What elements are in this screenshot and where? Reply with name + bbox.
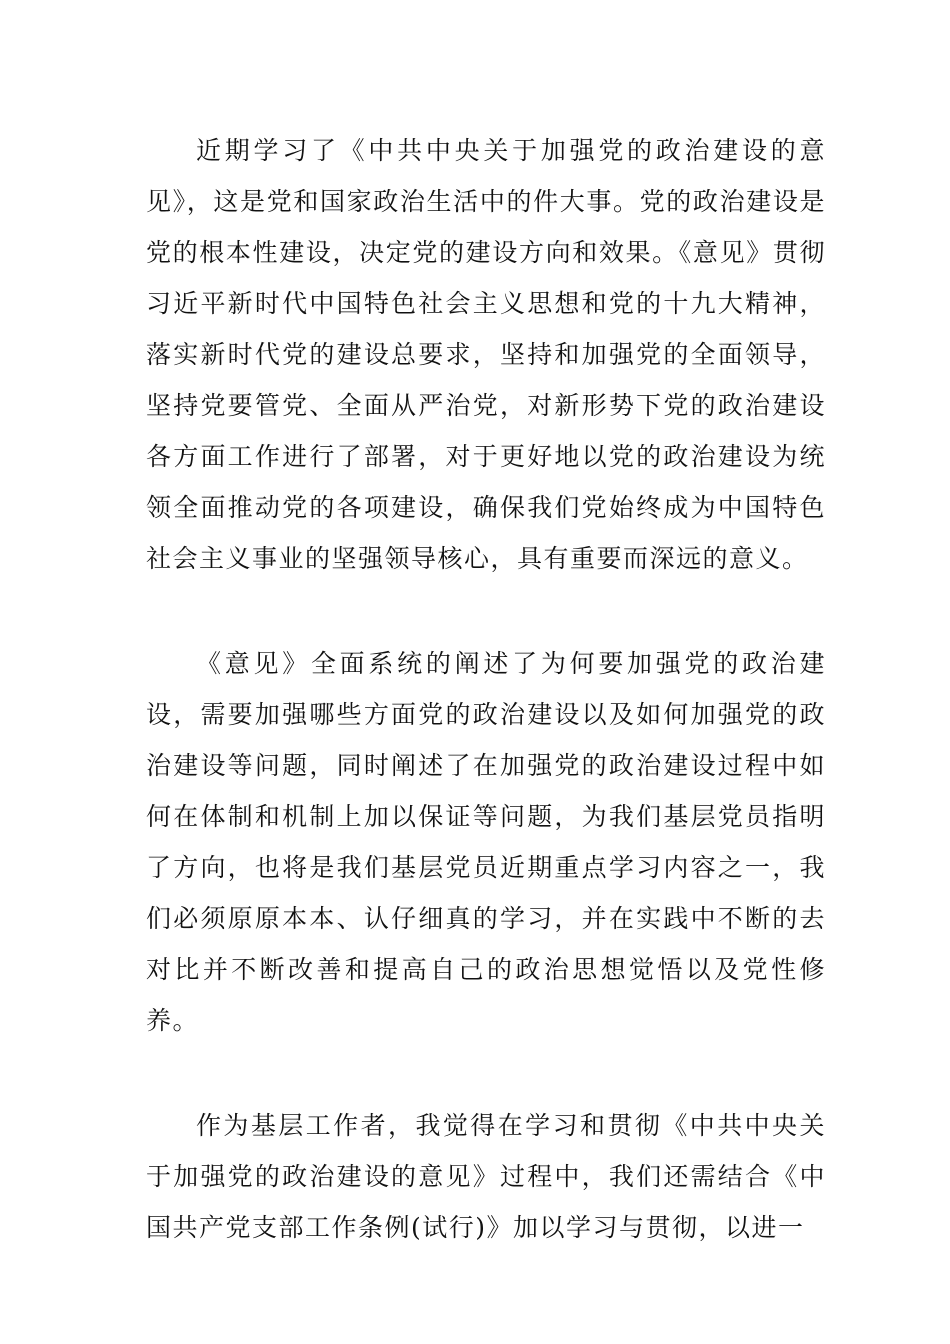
paragraph-1: 近期学习了《中共中央关于加强党的政治建设的意见》，这是党和国家政治生活中的件大事。党的政治建设是党的根本性建设，决定党的建设方向和效果。《意见》贯彻习近平新时代中国特色社会主义思想和党的十九大精神，落实新时代党的建设总要求，坚持和加强党的全面领导，坚持党要管党、全面从严治党，对新形势下党的政治建设各方面工作进行了部署，对于更好地以党的政治建设为统领全面推动党的各项建设，确保我们党始终成为中国特色社会主义事业的坚强领导核心，具有重要而深远的意义。 bbox=[146, 136, 826, 573]
paragraph-2: 《意见》全面系统的阐述了为何要加强党的政治建设，需要加强哪些方面党的政治建设以及如何加强党的政治建设等问题，同时阐述了在加强党的政治建设过程中如何在体制和机制上加以保证等问题，为我们基层党员指明了方向，也将是我们基层党员近期重点学习内容之一，我们必须原原本本、认仔细真的学习，并在实践中不断的去对比并不断改善和提高自己的政治思想觉悟以及党性修养。 bbox=[146, 649, 826, 1035]
document-body bbox=[146, 125, 826, 1307]
paragraph-3: 作为基层工作者，我觉得在学习和贯彻《中共中央关于加强党的政治建设的意见》过程中，我们还需结合《中国共产党支部工作条例(试行)》加以学习与贯彻，以进一 bbox=[146, 1111, 826, 1242]
